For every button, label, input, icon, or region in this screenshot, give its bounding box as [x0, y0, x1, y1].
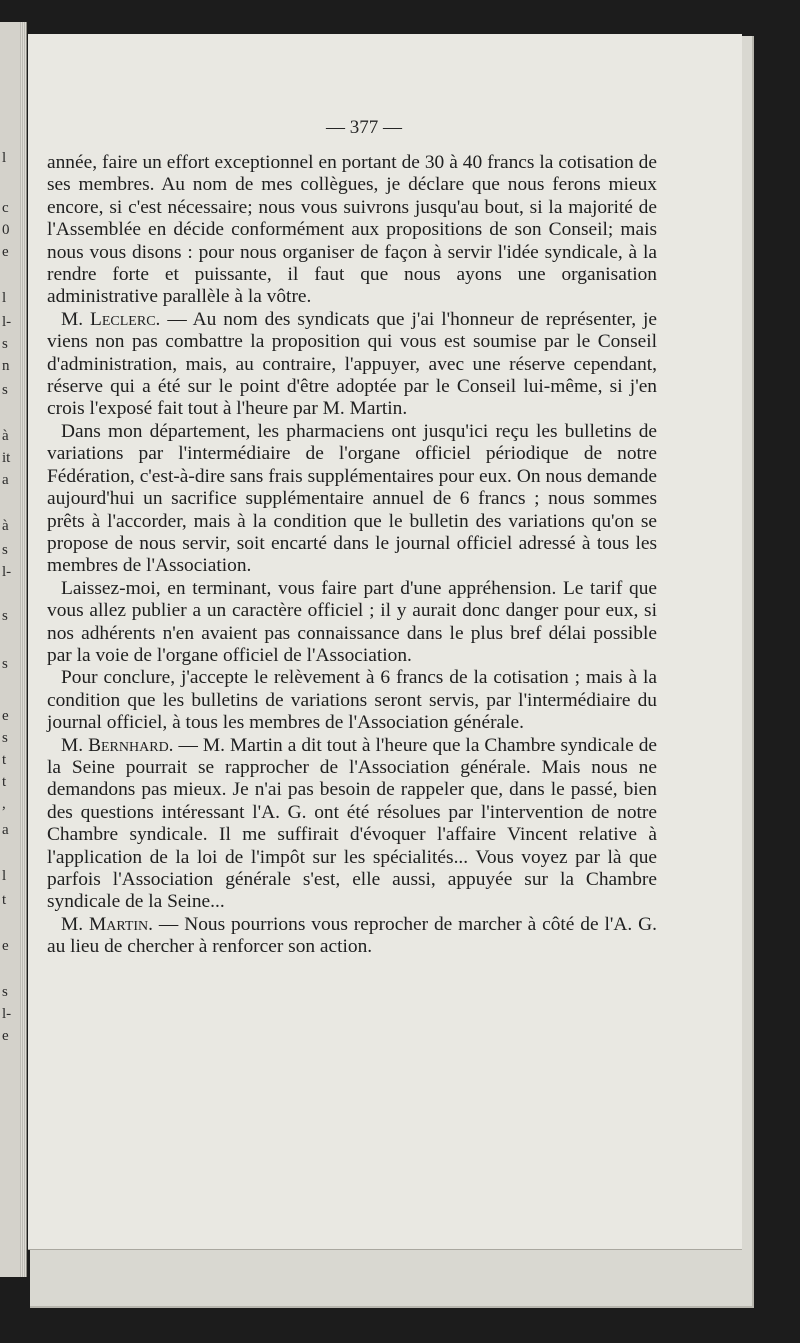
margin-char: ,	[2, 796, 6, 812]
margin-char: l-	[2, 314, 12, 330]
margin-char: s	[2, 608, 8, 624]
page-number: — 377 —	[326, 117, 402, 138]
paragraph-text: — Au nom des syndicats que j'ai l'honneur de représenter, je viens non pas combattre la proposition qui vous est soumise par le Conseil d'administration, mais, au contraire, l'appuyer, avec une réserve cependant, réserve qui a été sur le point d'être adoptée par le Conseil lui-même, si j'en crois l'exposé fait tout à l'heure par M. Martin.	[47, 308, 657, 420]
margin-char: l	[2, 868, 7, 884]
paragraph-text: — Nous pourrions vous reprocher de marcher à côté de l'A. G. au lieu de chercher à renforcer son action.	[47, 913, 657, 958]
speaker-name: M. Bernhard.	[61, 734, 174, 756]
paragraph	[47, 421, 657, 578]
margin-char: à	[2, 428, 9, 444]
paragraph-text: — M. Martin a dit tout à l'heure que la Chambre syndicale de la Seine pourrait se rapprocher de l'Association générale. Mais nous ne demandons pas mieux. Je n'ai pas besoin de rappeler que, dans le passé, bien des questions intéressant l'A. G. ont été résolues par l'intervention de notre Chambre syndicale. Il me suffirait d'évoquer l'affaire Vincent relative à l'application de la loi de l'impôt sur les spécialités... Vous voyez par là que parfois l'Association générale s'est, elle aussi, appuyée sur la Chambre syndicale de la Seine...	[47, 734, 657, 913]
margin-char: s	[2, 336, 8, 352]
margin-char: s	[2, 382, 8, 398]
margin-char: e	[2, 708, 9, 724]
margin-char: e	[2, 938, 9, 954]
margin-char: s	[2, 730, 8, 746]
margin-char: l-	[2, 564, 12, 580]
margin-char: c	[2, 200, 9, 216]
page-text	[47, 152, 657, 959]
page-stack-lines	[20, 22, 26, 1277]
margin-char: s	[2, 984, 8, 1000]
paragraph	[47, 309, 657, 421]
book-page	[28, 34, 742, 1250]
paragraph-text: Pour conclure, j'accepte le relèvement à 6 francs de la cotisation ; mais à la condition que les bulletins de variations seront servis, par l'intermédiaire du journal officiel, à tous les membres de l'Association générale.	[47, 667, 657, 734]
margin-char: l-	[2, 1006, 12, 1022]
margin-char: l	[2, 150, 7, 166]
facing-page-edge	[0, 22, 27, 1277]
paragraph-text: Laissez-moi, en terminant, vous faire part d'une appréhension. Le tarif que vous allez publier a un caractère officiel ; il y aurait donc danger pour eux, si nos adhérents n'en avaient pas connaissance dans le plus bref délai possible par la voie de l'organe officiel de l'Association.	[47, 577, 657, 666]
paragraph	[47, 914, 657, 959]
margin-char: t	[2, 752, 7, 768]
margin-char: e	[2, 244, 9, 260]
margin-char: n	[2, 358, 10, 374]
margin-char: l	[2, 290, 7, 306]
margin-char: s	[2, 542, 8, 558]
margin-char: t	[2, 892, 7, 908]
speaker-name: M. Martin.	[61, 913, 154, 935]
margin-char: e	[2, 1028, 9, 1044]
margin-char: a	[2, 472, 9, 488]
paragraph	[47, 578, 657, 668]
speaker-name: M. Leclerc.	[61, 308, 161, 330]
paragraph	[47, 152, 657, 309]
paragraph	[47, 667, 657, 734]
paragraph-text: Dans mon département, les pharmaciens ont jusqu'ici reçu les bulletins de variations par l'intermédiaire de l'organe officiel périodique de notre Fédération, c'est-à-dire sans frais supplémentaires pour eux. On nous demande aujourd'hui un sacrifice supplémentaire annuel de 6 francs ; nous sommes prêts à l'accorder, mais à la condition que le bulletin des variations qu'on se propose de nous servir, soit encarté dans le journal officiel adressé à tous les membres de l'Association.	[47, 420, 657, 577]
margin-char: s	[2, 656, 8, 672]
margin-char: 0	[2, 222, 10, 238]
paragraph	[47, 735, 657, 914]
margin-char: it	[2, 450, 11, 466]
margin-char: à	[2, 518, 9, 534]
margin-char: a	[2, 822, 9, 838]
paragraph-text: année, faire un effort exceptionnel en portant de 30 à 40 francs la cotisation de ses membres. Au nom de mes collègues, je déclare que nous ferons mieux encore, si c'est nécessaire; nous vous suivrons jusqu'au bout, si la majorité de l'Assemblée en décide conformément aux propositions de son Conseil; mais nous vous disons : pour nous organiser de façon à servir l'idée syndicale, à la rendre forte et puissante, il faut que nous ayons une organisation administrative parallèle à la vôtre.	[47, 152, 657, 308]
margin-char: t	[2, 774, 7, 790]
